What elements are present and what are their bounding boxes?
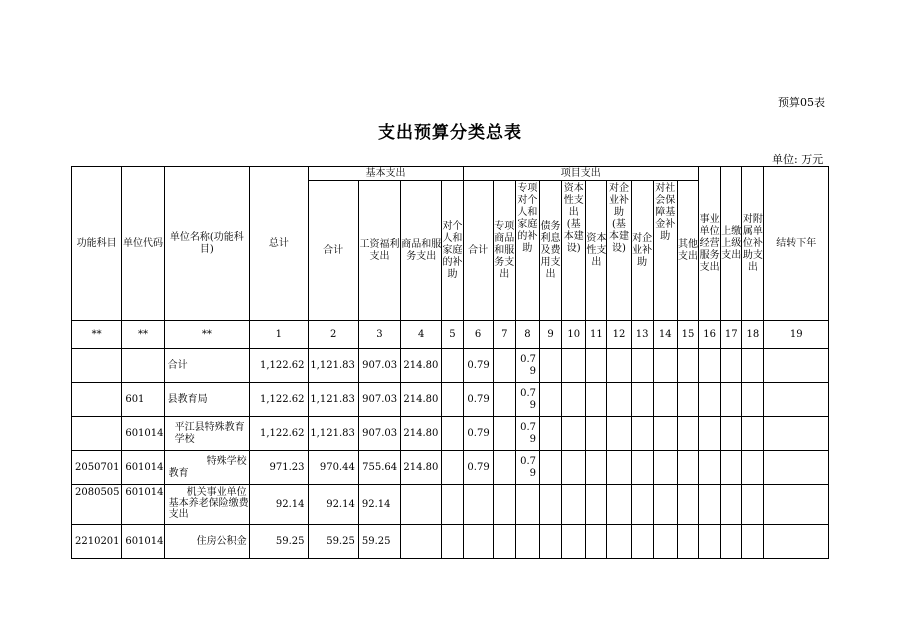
index-cell: 1 xyxy=(250,321,308,349)
index-cell: 19 xyxy=(764,321,829,349)
code-cell: 601 xyxy=(122,383,164,417)
header-p-capital: 资本性支出 xyxy=(586,181,607,321)
header-p-enterprise: 对企业补助 xyxy=(631,181,653,321)
wage-cell: 92.14 xyxy=(358,485,400,525)
name-cell: 平江县特殊教育学校 xyxy=(164,417,250,451)
form-number: 预算05表 xyxy=(778,96,825,109)
header-b-sum: 合计 xyxy=(308,181,358,321)
header-p-sum: 合计 xyxy=(463,181,493,321)
project-personal-cell: 0.79 xyxy=(515,349,539,383)
header-p-personal: 专项对个人和家庭的补助 xyxy=(515,181,539,321)
name-cell: 住房公积金 xyxy=(164,525,250,559)
index-cell: ** xyxy=(72,321,122,349)
func-cell xyxy=(72,383,122,417)
goods-cell: 214.80 xyxy=(401,349,442,383)
name-cell: 县教育局 xyxy=(164,383,250,417)
code-cell xyxy=(122,349,164,383)
index-cell: 5 xyxy=(442,321,463,349)
header-affiliated: 对附属单位补助支出 xyxy=(742,167,764,321)
total-cell: 971.23 xyxy=(250,451,308,485)
header-b-personal: 对个人和家庭的补助 xyxy=(442,181,463,321)
basic-sum-cell: 92.14 xyxy=(308,485,358,525)
index-cell: 9 xyxy=(539,321,561,349)
code-cell: 601014 xyxy=(122,417,164,451)
index-cell: 8 xyxy=(515,321,539,349)
basic-sum-cell: 970.44 xyxy=(308,451,358,485)
total-cell: 1,122.62 xyxy=(250,349,308,383)
name-cell: 合计 xyxy=(164,349,250,383)
index-cell: 18 xyxy=(742,321,764,349)
project-personal-cell: 0.79 xyxy=(515,417,539,451)
unit-label: 单位: 万元 xyxy=(772,153,824,166)
index-row xyxy=(72,321,829,349)
wage-cell: 59.25 xyxy=(358,525,400,559)
name-cell: 特殊学校教育 xyxy=(164,451,250,485)
header-p-social: 对社会保障基金补助 xyxy=(653,181,677,321)
wage-cell: 907.03 xyxy=(358,383,400,417)
header-code: 单位代码 xyxy=(122,167,164,321)
project-sum-cell: 0.79 xyxy=(463,383,493,417)
goods-cell: 214.80 xyxy=(401,417,442,451)
index-cell: 10 xyxy=(562,321,586,349)
total-cell: 1,122.62 xyxy=(250,383,308,417)
index-cell: 12 xyxy=(607,321,631,349)
header-b-goods: 商品和服务支出 xyxy=(401,181,442,321)
total-cell: 59.25 xyxy=(250,525,308,559)
table-row xyxy=(72,417,829,451)
index-cell: 6 xyxy=(463,321,493,349)
table-row xyxy=(72,383,829,417)
func-cell xyxy=(72,349,122,383)
header-p-enterprise-build: 对企业补助(基本建设) xyxy=(607,181,631,321)
code-cell: 601014 xyxy=(122,451,164,485)
budget-table xyxy=(71,166,829,559)
wage-cell: 907.03 xyxy=(358,349,400,383)
table-row xyxy=(72,451,829,485)
header-b-wage: 工资福利支出 xyxy=(358,181,400,321)
index-cell: 17 xyxy=(721,321,742,349)
basic-sum-cell: 1,121.83 xyxy=(308,349,358,383)
index-cell: 7 xyxy=(493,321,515,349)
func-cell xyxy=(72,417,122,451)
header-total: 总计 xyxy=(250,167,308,321)
index-cell: 13 xyxy=(631,321,653,349)
total-cell: 1,122.62 xyxy=(250,417,308,451)
index-cell: 15 xyxy=(677,321,698,349)
header-p-other: 其他支出 xyxy=(677,181,698,321)
header-func: 功能科目 xyxy=(72,167,122,321)
code-cell: 601014 xyxy=(122,525,164,559)
header-carry: 结转下年 xyxy=(764,167,829,321)
func-cell: 2210201 xyxy=(72,525,122,559)
project-sum-cell: 0.79 xyxy=(463,451,493,485)
name-cell: 机关事业单位基本养老保险缴费支出 xyxy=(164,485,250,525)
basic-sum-cell: 59.25 xyxy=(308,525,358,559)
wage-cell: 755.64 xyxy=(358,451,400,485)
header-basic: 基本支出 xyxy=(308,167,463,181)
project-sum-cell: 0.79 xyxy=(463,417,493,451)
index-cell: 16 xyxy=(699,321,721,349)
project-personal-cell: 0.79 xyxy=(515,451,539,485)
table-row xyxy=(72,485,829,525)
project-personal-cell: 0.79 xyxy=(515,383,539,417)
total-cell: 92.14 xyxy=(250,485,308,525)
header-project: 项目支出 xyxy=(463,167,699,181)
code-cell: 601014 xyxy=(122,485,164,525)
header-name: 单位名称(功能科目) xyxy=(164,167,250,321)
index-cell: 2 xyxy=(308,321,358,349)
goods-cell: 214.80 xyxy=(401,383,442,417)
project-sum-cell: 0.79 xyxy=(463,349,493,383)
index-cell: ** xyxy=(164,321,250,349)
header-p-capital-build: 资本性支出(基本建设) xyxy=(562,181,586,321)
func-cell: 2080505 xyxy=(72,485,122,525)
goods-cell: 214.80 xyxy=(401,451,442,485)
basic-sum-cell: 1,121.83 xyxy=(308,383,358,417)
index-cell: ** xyxy=(122,321,164,349)
page-title: 支出预算分类总表 xyxy=(378,123,522,143)
func-cell: 2050701 xyxy=(72,451,122,485)
wage-cell: 907.03 xyxy=(358,417,400,451)
index-cell: 14 xyxy=(653,321,677,349)
table-row xyxy=(72,349,829,383)
basic-sum-cell: 1,121.83 xyxy=(308,417,358,451)
table-row xyxy=(72,525,829,559)
header-biz: 事业单位经营服务支出 xyxy=(699,167,721,321)
index-cell: 3 xyxy=(358,321,400,349)
index-cell: 11 xyxy=(586,321,607,349)
header-p-goods: 专项商品和服务支出 xyxy=(493,181,515,321)
index-cell: 4 xyxy=(401,321,442,349)
header-upper: 上缴上级支出 xyxy=(721,167,742,321)
header-p-debt: 债务利息及费用支出 xyxy=(539,181,561,321)
